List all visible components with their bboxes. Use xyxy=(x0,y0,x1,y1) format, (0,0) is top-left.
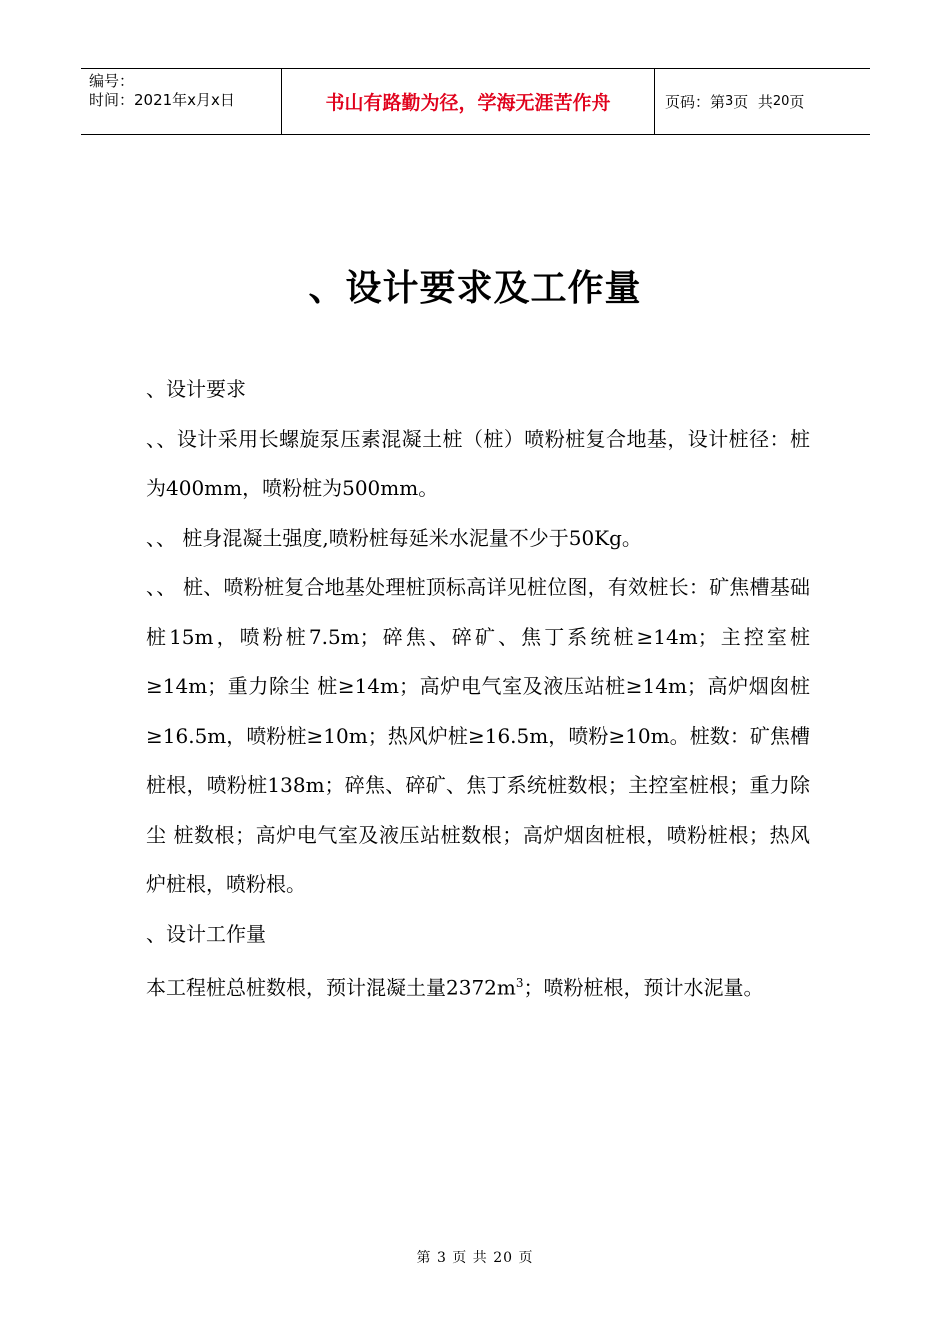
page-suffix: 页 xyxy=(789,93,805,111)
paragraph: 、、设计采用长螺旋泵压素混凝土桩（桩）喷粉桩复合地基，设计桩径：桩为400mm，喷粉桩为500mm。 xyxy=(146,426,810,500)
workload-text-end: ；喷粉桩根，预计水泥量。 xyxy=(523,975,764,1000)
page-total: 20 xyxy=(772,94,790,109)
header-page-info xyxy=(655,69,870,134)
page-mid: 页 共 xyxy=(733,93,773,111)
section-title: 、设计要求及工作量 xyxy=(308,268,642,309)
paragraph: 、、 桩、喷粉桩复合地基处理桩顶标高详见桩位图，有效桩长：矿焦槽基础桩15m，喷粉桩7.5m；碎焦、碎矿、焦丁系统桩≥14m；主控室桩≥14m；重力除尘 桩≥14m；高炉电气室及液压站桩≥14m；高炉烟囱桩≥16.5m，喷粉桩≥10m；热风炉桩≥16.5m，喷粉≥10m。桩数：矿焦槽 桩根，喷粉桩138m；碎焦、碎矿、焦丁系统桩数根；主控室桩根；重力除尘 桩数根；高炉电气室及液压站桩数根；高炉烟囱桩根，喷粉桩根；热风炉桩根，喷粉根。 xyxy=(146,575,810,896)
page-footer: 第 3 页 共 20 页 xyxy=(416,1250,534,1266)
page-header xyxy=(81,68,870,135)
page-current: 3 xyxy=(725,94,734,109)
page-prefix: 页码：第 xyxy=(665,93,726,111)
paragraph-workload xyxy=(146,959,810,1013)
superscript: 3 xyxy=(515,976,524,990)
serial-label: 编号： xyxy=(89,72,135,90)
header-meta xyxy=(81,69,282,134)
time-label: 时间：2021年x月x日 xyxy=(89,91,235,109)
paragraph: 、设计要求 xyxy=(146,377,246,401)
header-motto: 书山有路勤为径，学海无涯苦作舟 xyxy=(282,69,655,134)
paragraph: 、、 桩身混凝土强度,喷粉桩每延米水泥量不少于50Kg。 xyxy=(146,525,642,550)
paragraph: 、设计工作量 xyxy=(146,921,266,946)
body-text xyxy=(146,365,810,1013)
workload-text: 本工程桩总桩数根，预计混凝土量2372m xyxy=(146,975,516,1000)
